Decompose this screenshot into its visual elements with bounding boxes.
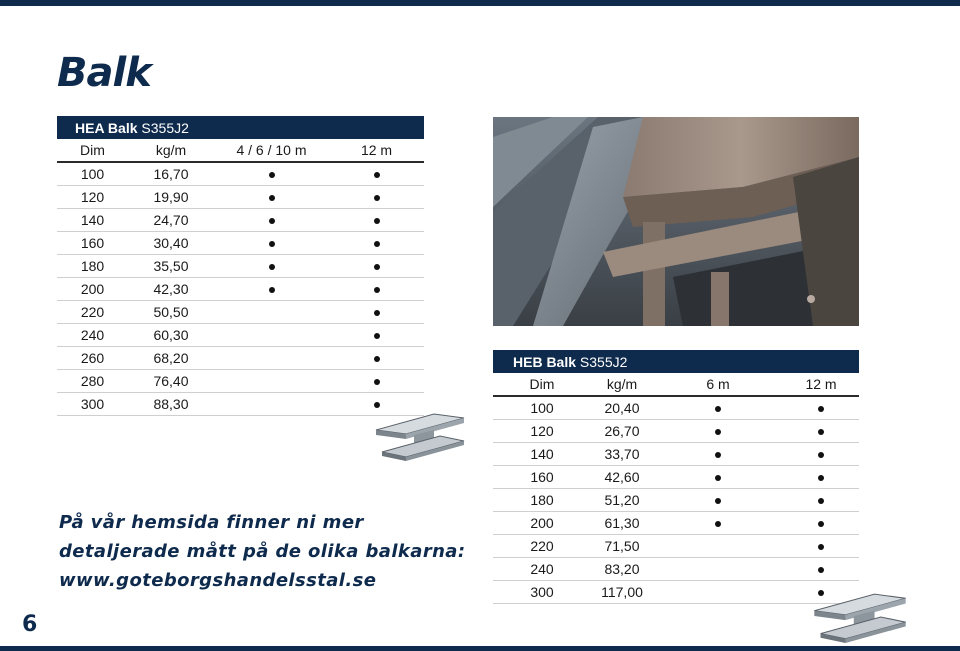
availability-cell [329,278,424,301]
table-row [493,396,859,420]
availability-dot-icon [269,287,275,293]
availability-dot-icon [374,379,380,385]
availability-dot-icon [374,172,380,178]
availability-cell [214,370,329,393]
availability-cell [783,443,859,466]
availability-cell [329,209,424,232]
availability-cell [653,443,783,466]
heb-table-title [493,350,859,373]
dim-cell: 240 [57,324,128,347]
dim-cell: 180 [493,489,591,512]
page-number: 6 [22,612,38,637]
table-row [57,347,424,370]
table-row [57,393,424,416]
dim-cell: 140 [493,443,591,466]
availability-cell [214,301,329,324]
promo-line-1: På vår hemsida finner ni mer [59,512,364,533]
availability-cell [653,420,783,443]
availability-cell [653,535,783,558]
availability-dot-icon [715,429,721,435]
availability-cell [214,393,329,416]
dim-cell: 220 [57,301,128,324]
dim-cell: 260 [57,347,128,370]
availability-dot-icon [374,333,380,339]
hea-col-kgm: kg/m [128,139,214,162]
availability-cell [214,324,329,347]
availability-cell [214,209,329,232]
availability-cell [214,232,329,255]
availability-dot-icon [715,521,721,527]
website-link[interactable]: www.goteborgshandelsstal.se [59,570,377,591]
hea-title-grade: S355J2 [141,119,189,136]
kgm-cell: 68,20 [128,347,214,370]
availability-cell [783,489,859,512]
kgm-cell: 24,70 [128,209,214,232]
availability-cell [214,162,329,186]
hea-table-title [57,116,424,139]
availability-dot-icon [269,195,275,201]
dim-cell: 120 [493,420,591,443]
kgm-cell: 50,50 [128,301,214,324]
table-row [493,581,859,604]
availability-dot-icon [715,498,721,504]
availability-dot-icon [374,310,380,316]
availability-dot-icon [715,406,721,412]
table-row [57,162,424,186]
dim-cell: 180 [57,255,128,278]
availability-cell [653,466,783,489]
availability-dot-icon [818,544,824,550]
availability-dot-icon [818,567,824,573]
heb-col-length-a: 6 m [653,373,783,396]
availability-cell [783,396,859,420]
availability-dot-icon [818,429,824,435]
availability-dot-icon [818,475,824,481]
dim-cell: 300 [493,581,591,604]
table-row [493,466,859,489]
heb-table [493,350,859,604]
heb-title-bold: HEB Balk [513,353,577,370]
i-beam-icon [374,410,466,462]
heb-header-row [493,373,859,396]
availability-cell [653,512,783,535]
hea-header-row [57,139,424,162]
table-row [57,209,424,232]
kgm-cell: 16,70 [128,162,214,186]
availability-dot-icon [374,218,380,224]
availability-cell [214,255,329,278]
dim-cell: 220 [493,535,591,558]
availability-dot-icon [374,241,380,247]
availability-cell [214,186,329,209]
availability-cell [653,396,783,420]
availability-dot-icon [269,218,275,224]
availability-dot-icon [374,287,380,293]
kgm-cell: 71,50 [591,535,653,558]
kgm-cell: 20,40 [591,396,653,420]
availability-cell [214,278,329,301]
availability-cell [329,255,424,278]
table-row [57,324,424,347]
dim-cell: 280 [57,370,128,393]
heb-col-dim: Dim [493,373,591,396]
table-row [57,255,424,278]
availability-dot-icon [818,406,824,412]
table-row [493,558,859,581]
availability-dot-icon [715,475,721,481]
heb-title-grade: S355J2 [579,353,628,370]
availability-cell [329,186,424,209]
table-row [493,489,859,512]
kgm-cell: 19,90 [128,186,214,209]
kgm-cell: 51,20 [591,489,653,512]
dim-cell: 300 [57,393,128,416]
table-row [493,443,859,466]
table-row [57,186,424,209]
dim-cell: 160 [493,466,591,489]
availability-cell [214,347,329,370]
availability-cell [653,558,783,581]
dim-cell: 100 [57,162,128,186]
dim-cell: 160 [57,232,128,255]
availability-cell [329,162,424,186]
kgm-cell: 35,50 [128,255,214,278]
availability-dot-icon [269,241,275,247]
heb-col-length-b: 12 m [783,373,859,396]
kgm-cell: 83,20 [591,558,653,581]
kgm-cell: 88,30 [128,393,214,416]
kgm-cell: 42,60 [591,466,653,489]
availability-dot-icon [374,264,380,270]
availability-cell [329,370,424,393]
table-row [57,301,424,324]
dim-cell: 120 [57,186,128,209]
heb-col-kgm: kg/m [591,373,653,396]
bottom-accent-bar [0,646,960,651]
kgm-cell: 33,70 [591,443,653,466]
dim-cell: 240 [493,558,591,581]
hea-title-bold: HEA Balk [75,119,138,136]
table-row [57,232,424,255]
table-row [493,535,859,558]
hea-col-dim: Dim [57,139,128,162]
dim-cell: 200 [57,278,128,301]
kgm-cell: 60,30 [128,324,214,347]
availability-cell [653,489,783,512]
availability-cell [653,581,783,604]
availability-dot-icon [374,195,380,201]
kgm-cell: 76,40 [128,370,214,393]
kgm-cell: 117,00 [591,581,653,604]
kgm-cell: 26,70 [591,420,653,443]
dim-cell: 200 [493,512,591,535]
hea-col-length-b: 12 m [329,139,424,162]
hea-col-length-a: 4 / 6 / 10 m [214,139,329,162]
availability-cell [783,466,859,489]
kgm-cell: 30,40 [128,232,214,255]
availability-cell [329,324,424,347]
kgm-cell: 61,30 [591,512,653,535]
availability-dot-icon [715,452,721,458]
dim-cell: 100 [493,396,591,420]
availability-cell [329,301,424,324]
kgm-cell: 42,30 [128,278,214,301]
steel-beam-photo [493,117,859,326]
availability-cell [329,347,424,370]
table-row [57,370,424,393]
availability-dot-icon [818,452,824,458]
top-accent-bar [0,0,960,6]
availability-dot-icon [374,356,380,362]
availability-cell [783,420,859,443]
promo-line-2: detaljerade mått på de olika balkarna: [59,541,466,562]
website-promo [59,508,465,595]
i-beam-icon [812,590,908,644]
table-row [493,512,859,535]
table-row [493,420,859,443]
availability-cell [783,558,859,581]
availability-cell [783,535,859,558]
table-row [57,278,424,301]
dim-cell: 140 [57,209,128,232]
hea-table [57,116,424,416]
availability-cell [329,232,424,255]
availability-dot-icon [374,402,380,408]
availability-dot-icon [818,498,824,504]
availability-cell [783,512,859,535]
availability-dot-icon [269,264,275,270]
availability-dot-icon [818,521,824,527]
availability-dot-icon [269,172,275,178]
page-title: Balk [57,50,151,96]
